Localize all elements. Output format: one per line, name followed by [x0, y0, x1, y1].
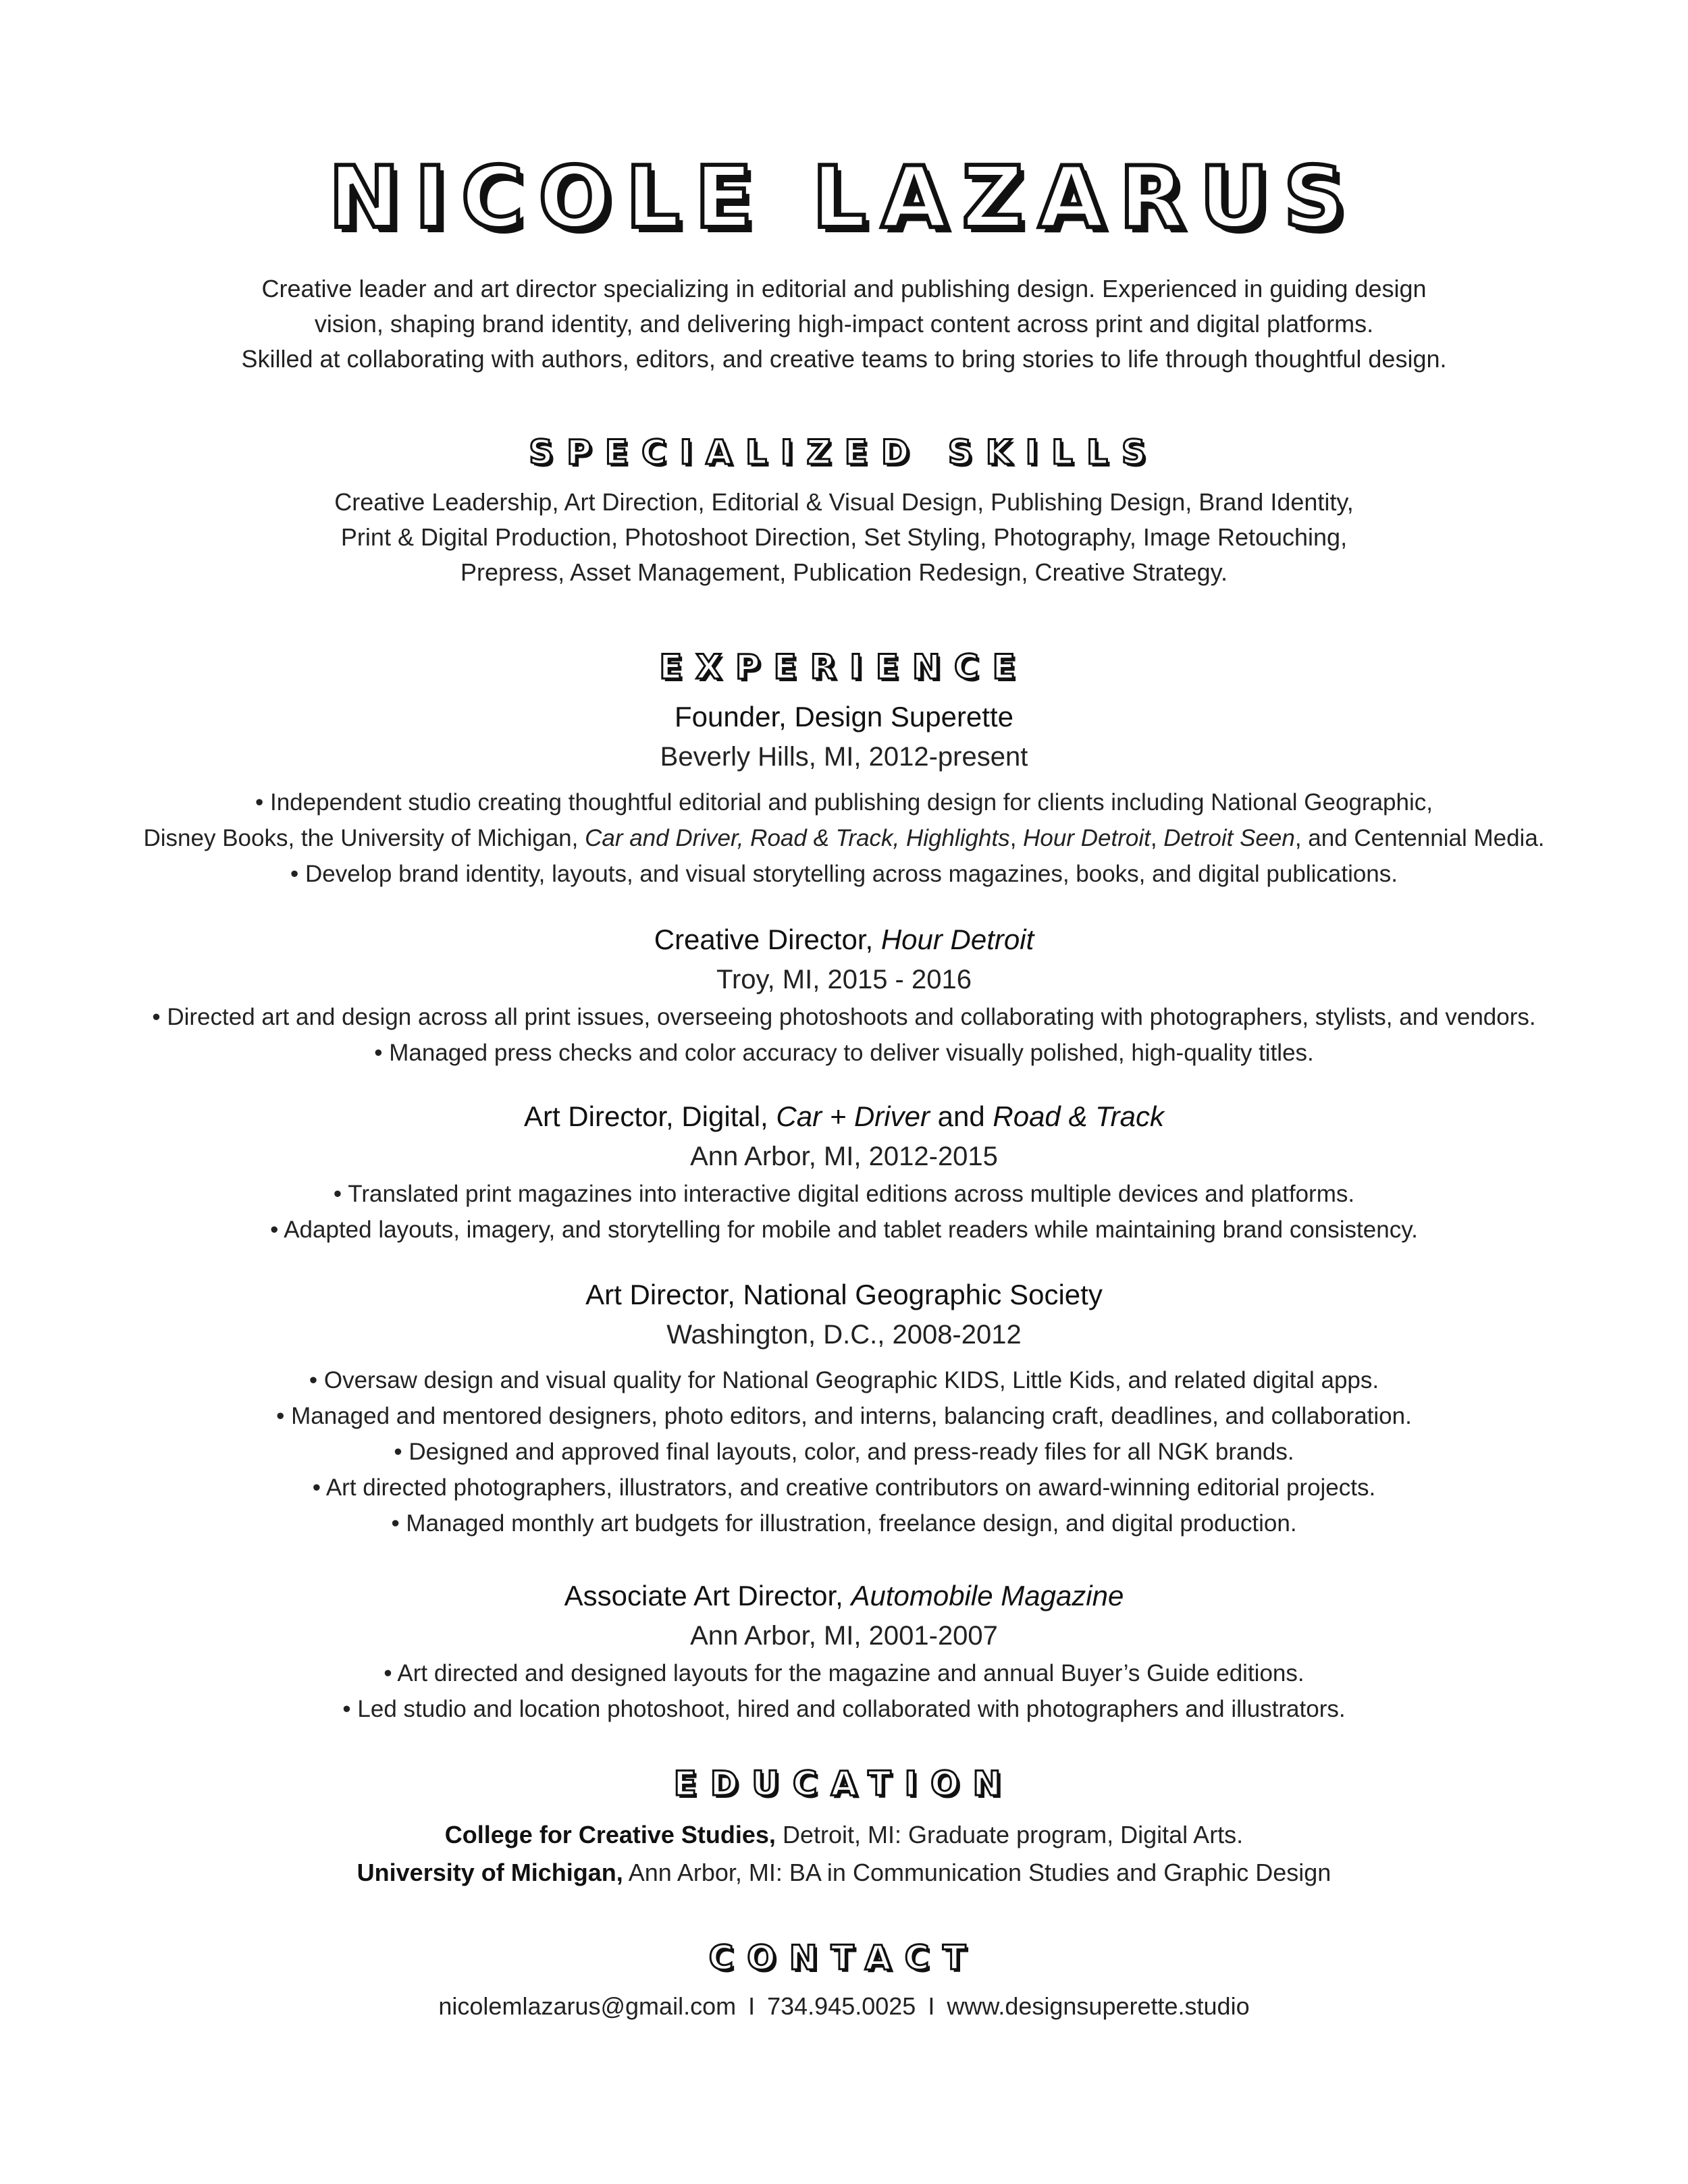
job-bullet: • Art directed photographers, illustrators, and creative contributors on award-winning editorial projects.	[312, 1474, 1376, 1501]
job-entry	[68, 920, 1620, 1071]
job-entry	[68, 1576, 1620, 1727]
bullet-text: Disney Books, the University of Michigan,	[143, 825, 585, 851]
job-location: Ann Arbor, MI, 2012-2015	[690, 1142, 998, 1171]
job-bullet: • Designed and approved final layouts, color, and press-ready files for all NGK brands.	[394, 1439, 1294, 1465]
job-bullet: • Managed monthly art budgets for illustration, freelance design, and digital production.	[391, 1510, 1297, 1537]
education-detail: Ann Arbor, MI: BA in Communication Studies and Graphic Design	[623, 1859, 1331, 1886]
job-bullets	[68, 1176, 1620, 1248]
job-title-text: Founder, Design Superette	[675, 701, 1013, 733]
contact-website[interactable]: www.designsuperette.studio	[947, 1992, 1250, 2020]
bullet-italic-detroit-seen: Detroit Seen	[1163, 825, 1295, 851]
job-title	[68, 1576, 1620, 1616]
job-title	[68, 1096, 1620, 1137]
bullet-text: ,	[1150, 825, 1164, 851]
job-bullets	[68, 1655, 1620, 1727]
contact-separator: I	[928, 1992, 935, 2020]
skills-list	[169, 485, 1519, 590]
job-title	[68, 1275, 1620, 1315]
experience-section-title: EXPERIENCE	[659, 647, 1029, 687]
job-location: Beverly Hills, MI, 2012-present	[660, 742, 1028, 772]
job-title-publication: Road & Track	[993, 1100, 1165, 1132]
job-location: Troy, MI, 2015 - 2016	[716, 965, 972, 994]
education-school: College for Creative Studies,	[444, 1821, 776, 1848]
skills-line: Creative Leadership, Art Direction, Editorial & Visual Design, Publishing Design, Brand Identity,	[334, 488, 1354, 516]
job-bullet: • Led studio and location photoshoot, hired and collaborated with photographers and illustrators.	[342, 1696, 1346, 1722]
job-bullet: • Translated print magazines into interactive digital editions across multiple devices and platforms.	[333, 1181, 1355, 1207]
contact-email[interactable]: nicolemlazarus@gmail.com	[438, 1992, 737, 2020]
skills-line: Print & Digital Production, Photoshoot Direction, Set Styling, Photography, Image Retouching,	[340, 523, 1348, 551]
contact-line	[0, 1989, 1688, 2024]
skills-section-title: SPECIALIZED SKILLS	[529, 433, 1159, 472]
job-bullet: • Oversaw design and visual quality for National Geographic KIDS, Little Kids, and related digital apps.	[309, 1367, 1379, 1393]
job-entry	[68, 1096, 1620, 1248]
job-title	[68, 920, 1620, 960]
summary-line: Creative leader and art director specializing in editorial and publishing design. Experienced in guiding design	[261, 275, 1427, 302]
education-detail: Detroit, MI: Graduate program, Digital Arts.	[775, 1821, 1244, 1848]
job-title-text: and	[929, 1100, 993, 1132]
job-title-publication: Car + Driver	[776, 1100, 930, 1132]
education-list	[0, 1816, 1688, 1892]
job-location: Washington, D.C., 2008-2012	[666, 1320, 1022, 1350]
job-title-text: Creative Director,	[654, 924, 881, 955]
job-bullet: • Directed art and design across all print issues, overseeing photoshoots and collaborating with photographers, stylists, and vendors.	[152, 1004, 1536, 1030]
job-title-text: Art Director, Digital,	[523, 1100, 776, 1132]
job-bullet	[68, 784, 1620, 820]
job-bullet: • Adapted layouts, imagery, and storytelling for mobile and tablet readers while maintaining brand consistency.	[270, 1217, 1418, 1243]
bullet-italic-publications: Car and Driver, Road & Track, Highlights	[585, 825, 1010, 851]
job-bullets	[68, 999, 1620, 1071]
education-entry	[0, 1816, 1688, 1854]
bullet-text: ,	[1009, 825, 1024, 851]
job-bullet	[68, 820, 1620, 856]
education-section-title: EDUCATION	[673, 1764, 1015, 1803]
job-bullet: • Art directed and designed layouts for the magazine and annual Buyer’s Guide editions.	[384, 1660, 1304, 1686]
resume-name-heading: NICOLE LAZARUS	[328, 148, 1360, 247]
contact-section-title: CONTACT	[708, 1938, 980, 1977]
job-bullets	[68, 784, 1620, 892]
job-bullet: • Develop brand identity, layouts, and visual storytelling across magazines, books, and digital publications.	[290, 861, 1398, 887]
education-entry	[0, 1854, 1688, 1892]
job-title-publication: Hour Detroit	[880, 924, 1034, 955]
summary-line: vision, shaping brand identity, and delivering high-impact content across print and digital platforms.	[314, 310, 1374, 338]
job-entry	[68, 697, 1620, 892]
job-title	[68, 697, 1620, 737]
job-bullet: • Managed press checks and color accuracy to deliver visually polished, high-quality titles.	[374, 1040, 1314, 1066]
bullet-italic-hour-detroit: Hour Detroit	[1023, 825, 1151, 851]
job-title-publication: Automobile Magazine	[851, 1580, 1124, 1612]
skills-line: Prepress, Asset Management, Publication Redesign, Creative Strategy.	[460, 558, 1228, 586]
job-title-text: Art Director, National Geographic Society	[585, 1279, 1103, 1310]
contact-phone[interactable]: 734.945.0025	[767, 1992, 916, 2020]
job-location: Ann Arbor, MI, 2001-2007	[690, 1621, 998, 1651]
summary-paragraph	[169, 271, 1519, 377]
bullet-text: • Independent studio creating thoughtful editorial and publishing design for clients including National Geographic,	[255, 789, 1433, 816]
contact-separator: I	[748, 1992, 756, 2020]
job-bullet: • Managed and mentored designers, photo editors, and interns, balancing craft, deadlines, and collaboration.	[276, 1403, 1412, 1429]
education-school: University of Michigan,	[357, 1859, 623, 1886]
job-title-text: Associate Art Director,	[564, 1580, 851, 1612]
summary-line: Skilled at collaborating with authors, editors, and creative teams to bring stories to life through thoughtful design.	[241, 345, 1447, 373]
bullet-text: , and Centennial Media.	[1294, 825, 1545, 851]
job-bullets	[68, 1362, 1620, 1541]
job-entry	[68, 1275, 1620, 1541]
